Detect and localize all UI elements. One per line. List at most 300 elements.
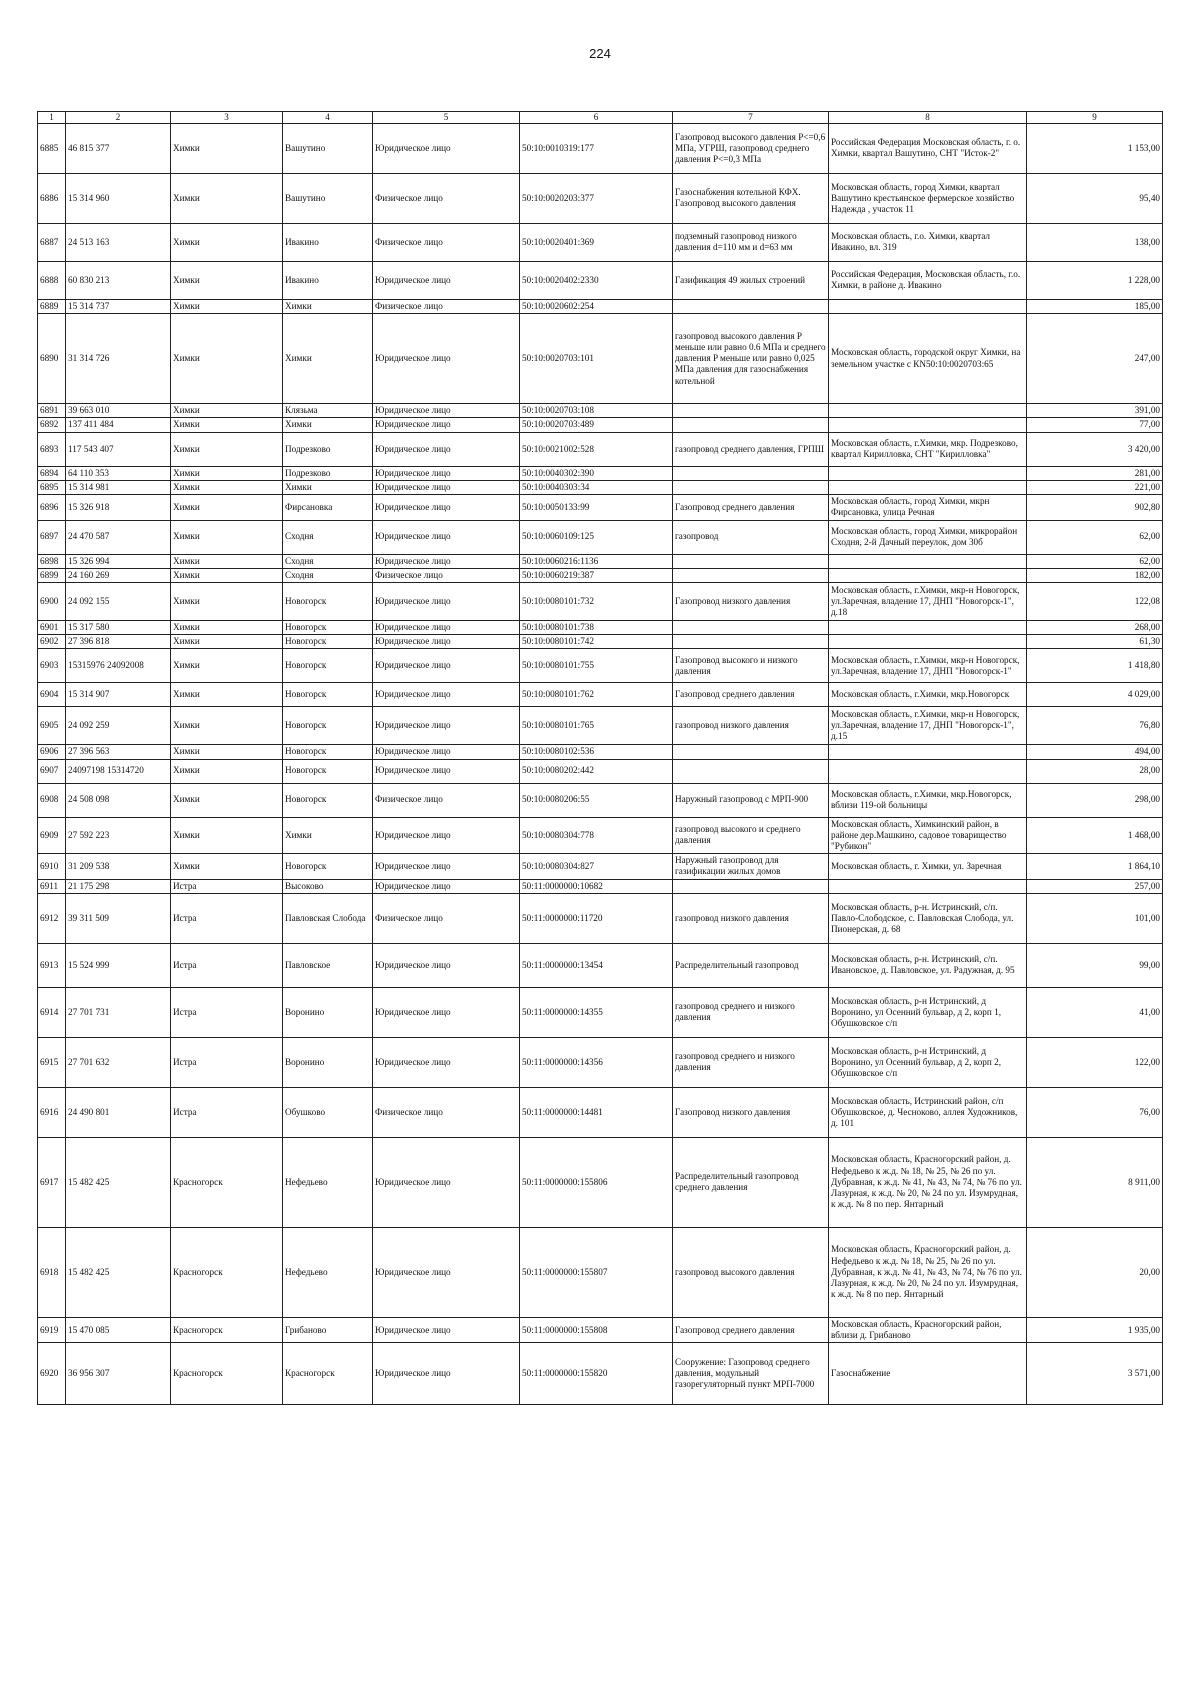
address-cell: Московская область, р-н Истринский, д Воронино, ул Осенний бульвар, д 2, корп 1, Обушковское с/п xyxy=(829,987,1027,1037)
value-cell: 76,00 xyxy=(1027,1087,1163,1137)
row-number-cell: 6901 xyxy=(38,620,66,634)
city-cell: Химки xyxy=(171,173,283,223)
address-cell: Российская Федерация, Московская область, г.о. Химки, в районе д. Ивакино xyxy=(829,261,1027,299)
value-cell: 101,00 xyxy=(1027,893,1163,943)
row-number-cell: 6894 xyxy=(38,466,66,480)
description-cell: Газопровод низкого давления xyxy=(673,1087,829,1137)
table-row xyxy=(38,817,1163,854)
cadastral-number-cell: 50:10:0080101:765 xyxy=(520,707,673,745)
id-cell: 117 543 407 xyxy=(66,432,171,466)
address-cell: Московская область, г.Химки, мкр. Подрезково, квартал Кирилловка, СНТ "Кирилловка" xyxy=(829,432,1027,466)
cadastral-number-cell: 50:10:0060219:387 xyxy=(520,568,673,582)
address-cell: Московская область, г.о. Химки, квартал Ивакино, вл. 319 xyxy=(829,223,1027,261)
address-cell xyxy=(829,620,1027,634)
row-number-cell: 6892 xyxy=(38,418,66,432)
city-cell: Химки xyxy=(171,520,283,554)
row-number-cell: 6916 xyxy=(38,1087,66,1137)
table-row xyxy=(38,683,1163,707)
row-number-cell: 6907 xyxy=(38,759,66,783)
locality-cell: Павловское xyxy=(283,943,373,987)
value-cell: 185,00 xyxy=(1027,299,1163,313)
description-cell: Распределительный газопровод xyxy=(673,943,829,987)
table-row xyxy=(38,649,1163,683)
cadastral-number-cell: 50:11:0000000:155806 xyxy=(520,1137,673,1227)
owner-type-cell: Юридическое лицо xyxy=(373,987,520,1037)
description-cell: Наружный газопровод для газификации жилых домов xyxy=(673,854,829,879)
row-number-cell: 6920 xyxy=(38,1343,66,1405)
owner-type-cell: Физическое лицо xyxy=(373,893,520,943)
description-cell xyxy=(673,879,829,893)
table-row xyxy=(38,173,1163,223)
value-cell: 41,00 xyxy=(1027,987,1163,1037)
cadastral-number-cell: 50:10:0020703:489 xyxy=(520,418,673,432)
column-number: 3 xyxy=(171,112,283,124)
table-row xyxy=(38,759,1163,783)
owner-type-cell: Юридическое лицо xyxy=(373,1317,520,1342)
owner-type-cell: Юридическое лицо xyxy=(373,649,520,683)
description-cell: газопровод высокого давления xyxy=(673,1227,829,1317)
id-cell: 27 396 563 xyxy=(66,745,171,759)
cadastral-number-cell: 50:11:0000000:155808 xyxy=(520,1317,673,1342)
address-cell xyxy=(829,759,1027,783)
owner-type-cell: Физическое лицо xyxy=(373,223,520,261)
cadastral-number-cell: 50:10:0080101:755 xyxy=(520,649,673,683)
row-number-cell: 6900 xyxy=(38,582,66,620)
cadastral-number-cell: 50:11:0000000:155807 xyxy=(520,1227,673,1317)
owner-type-cell: Юридическое лицо xyxy=(373,582,520,620)
row-number-cell: 6891 xyxy=(38,404,66,418)
city-cell: Химки xyxy=(171,123,283,173)
owner-type-cell: Юридическое лицо xyxy=(373,620,520,634)
value-cell: 122,00 xyxy=(1027,1037,1163,1087)
address-cell xyxy=(829,635,1027,649)
table-row xyxy=(38,314,1163,404)
city-cell: Истра xyxy=(171,987,283,1037)
row-number-cell: 6912 xyxy=(38,893,66,943)
id-cell: 24 160 269 xyxy=(66,568,171,582)
id-cell: 15 317 580 xyxy=(66,620,171,634)
city-cell: Химки xyxy=(171,314,283,404)
cadastral-number-cell: 50:10:0020602:254 xyxy=(520,299,673,313)
city-cell: Химки xyxy=(171,854,283,879)
city-cell: Химки xyxy=(171,568,283,582)
cadastral-number-cell: 50:10:0080101:738 xyxy=(520,620,673,634)
address-cell xyxy=(829,466,1027,480)
table-row xyxy=(38,1137,1163,1227)
value-cell: 28,00 xyxy=(1027,759,1163,783)
city-cell: Химки xyxy=(171,582,283,620)
value-cell: 1 864,10 xyxy=(1027,854,1163,879)
address-cell: Московская область, Красногорский район, вблизи д. Грибаново xyxy=(829,1317,1027,1342)
address-cell: Московская область, г.Химки, мкр.Новогорск, вблизи 119-ой больницы xyxy=(829,783,1027,817)
id-cell: 27 396 818 xyxy=(66,635,171,649)
address-cell: Московская область, город Химки, квартал Вашутино крестьянское фермерское хозяйство Надежда , участок 11 xyxy=(829,173,1027,223)
owner-type-cell: Юридическое лицо xyxy=(373,707,520,745)
value-cell: 391,00 xyxy=(1027,404,1163,418)
city-cell: Красногорск xyxy=(171,1317,283,1342)
description-cell: Газопровод среднего давления xyxy=(673,683,829,707)
locality-cell: Химки xyxy=(283,314,373,404)
column-number: 4 xyxy=(283,112,373,124)
city-cell: Истра xyxy=(171,1087,283,1137)
city-cell: Химки xyxy=(171,649,283,683)
description-cell: газопровод высокого давления P меньше или равно 0.6 МПа и среднего давления P меньше или равно 0,025 МПа давления для газоснабжения котельной xyxy=(673,314,829,404)
table-row xyxy=(38,1087,1163,1137)
table-row xyxy=(38,520,1163,554)
table-row xyxy=(38,854,1163,879)
description-cell xyxy=(673,418,829,432)
table-row xyxy=(38,223,1163,261)
table-row xyxy=(38,620,1163,634)
city-cell: Красногорск xyxy=(171,1137,283,1227)
value-cell: 902,80 xyxy=(1027,495,1163,520)
value-cell: 1 468,00 xyxy=(1027,817,1163,854)
locality-cell: Новогорск xyxy=(283,620,373,634)
description-cell: Газоснабжения котельной КФХ. Газопровод высокого давления xyxy=(673,173,829,223)
address-cell: Московская область, р-н Истринский, д Воронино, ул Осенний бульвар, д 2, корп 2, Обушковское с/п xyxy=(829,1037,1027,1087)
address-cell xyxy=(829,418,1027,432)
description-cell: Газопровод низкого давления xyxy=(673,582,829,620)
id-cell: 24 508 098 xyxy=(66,783,171,817)
owner-type-cell: Физическое лицо xyxy=(373,783,520,817)
address-cell: Московская область, город Химки, микрорайон Сходня, 2-й Дачный переулок, дом 30б xyxy=(829,520,1027,554)
owner-type-cell: Юридическое лицо xyxy=(373,943,520,987)
locality-cell: Нефедьево xyxy=(283,1227,373,1317)
value-cell: 76,80 xyxy=(1027,707,1163,745)
id-cell: 15 482 425 xyxy=(66,1227,171,1317)
row-number-cell: 6895 xyxy=(38,480,66,494)
description-cell xyxy=(673,759,829,783)
value-cell: 62,00 xyxy=(1027,520,1163,554)
city-cell: Химки xyxy=(171,299,283,313)
column-number: 9 xyxy=(1027,112,1163,124)
column-number: 8 xyxy=(829,112,1027,124)
cadastral-number-cell: 50:11:0000000:14356 xyxy=(520,1037,673,1087)
locality-cell: Воронино xyxy=(283,987,373,1037)
row-number-cell: 6910 xyxy=(38,854,66,879)
row-number-cell: 6893 xyxy=(38,432,66,466)
owner-type-cell: Юридическое лицо xyxy=(373,520,520,554)
owner-type-cell: Юридическое лицо xyxy=(373,495,520,520)
table-row xyxy=(38,1037,1163,1087)
locality-cell: Подрезково xyxy=(283,466,373,480)
value-cell: 257,00 xyxy=(1027,879,1163,893)
owner-type-cell: Юридическое лицо xyxy=(373,1137,520,1227)
row-number-cell: 6917 xyxy=(38,1137,66,1227)
id-cell: 27 701 632 xyxy=(66,1037,171,1087)
value-cell: 221,00 xyxy=(1027,480,1163,494)
city-cell: Химки xyxy=(171,817,283,854)
table-row xyxy=(38,582,1163,620)
row-number-cell: 6918 xyxy=(38,1227,66,1317)
value-cell: 281,00 xyxy=(1027,466,1163,480)
address-cell: Московская область, р-н. Истринский, с/п. Ивановское, д. Павловское, ул. Радужная, д. 95 xyxy=(829,943,1027,987)
owner-type-cell: Юридическое лицо xyxy=(373,1343,520,1405)
description-cell: газопровод среднего давления, ГРПШ xyxy=(673,432,829,466)
locality-cell: Ивакино xyxy=(283,223,373,261)
id-cell: 27 592 223 xyxy=(66,817,171,854)
value-cell: 247,00 xyxy=(1027,314,1163,404)
city-cell: Химки xyxy=(171,261,283,299)
description-cell: газопровод низкого давления xyxy=(673,707,829,745)
cadastral-number-cell: 50:11:0000000:10682 xyxy=(520,879,673,893)
row-number-cell: 6890 xyxy=(38,314,66,404)
owner-type-cell: Юридическое лицо xyxy=(373,418,520,432)
description-cell: газопровод низкого давления xyxy=(673,893,829,943)
id-cell: 24 490 801 xyxy=(66,1087,171,1137)
value-cell: 4 029,00 xyxy=(1027,683,1163,707)
cadastral-number-cell: 50:10:0060216:1136 xyxy=(520,554,673,568)
address-cell: Московская область, городской округ Химки, на земельном участке с КN50:10:0020703:65 xyxy=(829,314,1027,404)
id-cell: 39 311 509 xyxy=(66,893,171,943)
id-cell: 31 209 538 xyxy=(66,854,171,879)
cadastral-number-cell: 50:10:0080202:442 xyxy=(520,759,673,783)
address-cell: Московская область, город Химки, мкрн Фирсановка, улица Речная xyxy=(829,495,1027,520)
table-row xyxy=(38,418,1163,432)
description-cell: газопровод xyxy=(673,520,829,554)
table-row xyxy=(38,635,1163,649)
owner-type-cell: Юридическое лицо xyxy=(373,123,520,173)
city-cell: Химки xyxy=(171,783,283,817)
column-number: 5 xyxy=(373,112,520,124)
value-cell: 20,00 xyxy=(1027,1227,1163,1317)
city-cell: Истра xyxy=(171,879,283,893)
locality-cell: Химки xyxy=(283,299,373,313)
id-cell: 15 524 999 xyxy=(66,943,171,987)
owner-type-cell: Юридическое лицо xyxy=(373,1227,520,1317)
locality-cell: Красногорск xyxy=(283,1343,373,1405)
cadastral-number-cell: 50:10:0021002:528 xyxy=(520,432,673,466)
description-cell: Распределительный газопровод среднего давления xyxy=(673,1137,829,1227)
description-cell xyxy=(673,554,829,568)
page-number: 224 xyxy=(589,46,611,61)
description-cell: газопровод среднего и низкого давления xyxy=(673,987,829,1037)
value-cell: 1 228,00 xyxy=(1027,261,1163,299)
locality-cell: Сходня xyxy=(283,520,373,554)
cadastral-number-cell: 50:10:0080101:742 xyxy=(520,635,673,649)
owner-type-cell: Юридическое лицо xyxy=(373,635,520,649)
description-cell: Газопровод среднего давления xyxy=(673,495,829,520)
description-cell xyxy=(673,635,829,649)
table-row xyxy=(38,1227,1163,1317)
city-cell: Химки xyxy=(171,480,283,494)
value-cell: 77,00 xyxy=(1027,418,1163,432)
description-cell xyxy=(673,620,829,634)
value-cell: 138,00 xyxy=(1027,223,1163,261)
city-cell: Химки xyxy=(171,418,283,432)
address-cell: Московская область, Химкинский район, в районе дер.Машкино, садовое товарищество "Рубикон" xyxy=(829,817,1027,854)
locality-cell: Сходня xyxy=(283,568,373,582)
registry-table xyxy=(37,111,1163,1405)
locality-cell: Нефедьево xyxy=(283,1137,373,1227)
city-cell: Химки xyxy=(171,707,283,745)
description-cell: Газопровод высокого давления P<=0,6 МПа, УГРШ, газопровод среднего давления P<=0,3 МПа xyxy=(673,123,829,173)
cadastral-number-cell: 50:10:0050133:99 xyxy=(520,495,673,520)
locality-cell: Новогорск xyxy=(283,783,373,817)
value-cell: 61,30 xyxy=(1027,635,1163,649)
address-cell xyxy=(829,879,1027,893)
table-row xyxy=(38,568,1163,582)
owner-type-cell: Юридическое лицо xyxy=(373,854,520,879)
owner-type-cell: Физическое лицо xyxy=(373,173,520,223)
cadastral-number-cell: 50:11:0000000:14355 xyxy=(520,987,673,1037)
row-number-cell: 6914 xyxy=(38,987,66,1037)
address-cell xyxy=(829,554,1027,568)
cadastral-number-cell: 50:11:0000000:13454 xyxy=(520,943,673,987)
cadastral-number-cell: 50:10:0020203:377 xyxy=(520,173,673,223)
cadastral-number-cell: 50:10:0080101:732 xyxy=(520,582,673,620)
column-number: 7 xyxy=(673,112,829,124)
table-row xyxy=(38,1343,1163,1405)
id-cell: 15 314 981 xyxy=(66,480,171,494)
value-cell: 494,00 xyxy=(1027,745,1163,759)
address-cell xyxy=(829,404,1027,418)
table-row xyxy=(38,879,1163,893)
owner-type-cell: Физическое лицо xyxy=(373,568,520,582)
cadastral-number-cell: 50:11:0000000:11720 xyxy=(520,893,673,943)
description-cell xyxy=(673,466,829,480)
city-cell: Химки xyxy=(171,620,283,634)
row-number-cell: 6905 xyxy=(38,707,66,745)
table-row xyxy=(38,466,1163,480)
id-cell: 27 701 731 xyxy=(66,987,171,1037)
value-cell: 268,00 xyxy=(1027,620,1163,634)
value-cell: 1 418,80 xyxy=(1027,649,1163,683)
address-cell: Московская область, г.Химки, мкр-н Новогорск, ул.Заречная, владение 17, ДНП "Новогорск-1" xyxy=(829,649,1027,683)
table-row xyxy=(38,707,1163,745)
owner-type-cell: Юридическое лицо xyxy=(373,745,520,759)
cadastral-number-cell: 50:10:0080101:762 xyxy=(520,683,673,707)
locality-cell: Сходня xyxy=(283,554,373,568)
cadastral-number-cell: 50:10:0020401:369 xyxy=(520,223,673,261)
owner-type-cell: Физическое лицо xyxy=(373,299,520,313)
locality-cell: Обушково xyxy=(283,1087,373,1137)
locality-cell: Клязьма xyxy=(283,404,373,418)
row-number-cell: 6898 xyxy=(38,554,66,568)
row-number-cell: 6903 xyxy=(38,649,66,683)
owner-type-cell: Юридическое лицо xyxy=(373,314,520,404)
id-cell: 21 175 298 xyxy=(66,879,171,893)
description-cell: газопровод высокого и среднего давления xyxy=(673,817,829,854)
locality-cell: Новогорск xyxy=(283,582,373,620)
row-number-cell: 6906 xyxy=(38,745,66,759)
city-cell: Красногорск xyxy=(171,1343,283,1405)
locality-cell: Подрезково xyxy=(283,432,373,466)
row-number-cell: 6887 xyxy=(38,223,66,261)
id-cell: 15 326 994 xyxy=(66,554,171,568)
owner-type-cell: Юридическое лицо xyxy=(373,432,520,466)
row-number-cell: 6915 xyxy=(38,1037,66,1087)
row-number-cell: 6908 xyxy=(38,783,66,817)
value-cell: 1 935,00 xyxy=(1027,1317,1163,1342)
id-cell: 24097198 15314720 xyxy=(66,759,171,783)
value-cell: 1 153,00 xyxy=(1027,123,1163,173)
value-cell: 3 420,00 xyxy=(1027,432,1163,466)
description-cell: Сооружение: Газопровод среднего давления, модульный газорегуляторный пункт МРП-7000 xyxy=(673,1343,829,1405)
row-number-cell: 6909 xyxy=(38,817,66,854)
locality-cell: Павловская Слобода xyxy=(283,893,373,943)
locality-cell: Новогорск xyxy=(283,745,373,759)
column-number-row xyxy=(38,112,1163,124)
city-cell: Химки xyxy=(171,404,283,418)
row-number-cell: 6913 xyxy=(38,943,66,987)
id-cell: 64 110 353 xyxy=(66,466,171,480)
id-cell: 15 314 907 xyxy=(66,683,171,707)
description-cell xyxy=(673,299,829,313)
cadastral-number-cell: 50:10:0020402:2330 xyxy=(520,261,673,299)
row-number-cell: 6911 xyxy=(38,879,66,893)
address-cell: Московская область, г.Химки, мкр.Новогорск xyxy=(829,683,1027,707)
city-cell: Истра xyxy=(171,1037,283,1087)
row-number-cell: 6897 xyxy=(38,520,66,554)
value-cell: 62,00 xyxy=(1027,554,1163,568)
cadastral-number-cell: 50:10:0080102:536 xyxy=(520,745,673,759)
row-number-cell: 6889 xyxy=(38,299,66,313)
id-cell: 15315976 24092008 xyxy=(66,649,171,683)
value-cell: 8 911,00 xyxy=(1027,1137,1163,1227)
city-cell: Химки xyxy=(171,759,283,783)
locality-cell: Химки xyxy=(283,480,373,494)
column-number: 6 xyxy=(520,112,673,124)
cadastral-number-cell: 50:10:0020703:101 xyxy=(520,314,673,404)
owner-type-cell: Юридическое лицо xyxy=(373,554,520,568)
value-cell: 298,00 xyxy=(1027,783,1163,817)
owner-type-cell: Юридическое лицо xyxy=(373,466,520,480)
id-cell: 24 470 587 xyxy=(66,520,171,554)
row-number-cell: 6885 xyxy=(38,123,66,173)
address-cell: Московская область, г.Химки, мкр-н Новогорск, ул.Заречная, владение 17, ДНП "Новогорск-1", д.18 xyxy=(829,582,1027,620)
table-row xyxy=(38,299,1163,313)
value-cell: 182,00 xyxy=(1027,568,1163,582)
city-cell: Химки xyxy=(171,683,283,707)
table-row xyxy=(38,893,1163,943)
address-cell xyxy=(829,568,1027,582)
cadastral-number-cell: 50:10:0080304:778 xyxy=(520,817,673,854)
address-cell xyxy=(829,480,1027,494)
value-cell: 122,08 xyxy=(1027,582,1163,620)
table-row xyxy=(38,554,1163,568)
table-row xyxy=(38,987,1163,1037)
locality-cell: Вашутино xyxy=(283,123,373,173)
city-cell: Красногорск xyxy=(171,1227,283,1317)
id-cell: 31 314 726 xyxy=(66,314,171,404)
table-row xyxy=(38,495,1163,520)
row-number-cell: 6904 xyxy=(38,683,66,707)
row-number-cell: 6888 xyxy=(38,261,66,299)
table-row xyxy=(38,123,1163,173)
registry-table-body xyxy=(38,112,1163,1405)
description-cell: Газификация 49 жилых строений xyxy=(673,261,829,299)
table-row xyxy=(38,745,1163,759)
table-row xyxy=(38,404,1163,418)
cadastral-number-cell: 50:10:0080304:827 xyxy=(520,854,673,879)
description-cell: Наружный газопровод с МРП-900 xyxy=(673,783,829,817)
description-cell: газопровод среднего и низкого давления xyxy=(673,1037,829,1087)
city-cell: Истра xyxy=(171,893,283,943)
locality-cell: Новогорск xyxy=(283,683,373,707)
address-cell xyxy=(829,745,1027,759)
locality-cell: Высоково xyxy=(283,879,373,893)
row-number-cell: 6902 xyxy=(38,635,66,649)
table-row xyxy=(38,1317,1163,1342)
address-cell: Московская область, р-н. Истринский, с/п. Павло-Слободское, с. Павловская Слобода, ул. Пионерская, д. 68 xyxy=(829,893,1027,943)
city-cell: Истра xyxy=(171,943,283,987)
locality-cell: Новогорск xyxy=(283,635,373,649)
owner-type-cell: Физическое лицо xyxy=(373,1087,520,1137)
locality-cell: Фирсановка xyxy=(283,495,373,520)
id-cell: 36 956 307 xyxy=(66,1343,171,1405)
id-cell: 24 092 259 xyxy=(66,707,171,745)
